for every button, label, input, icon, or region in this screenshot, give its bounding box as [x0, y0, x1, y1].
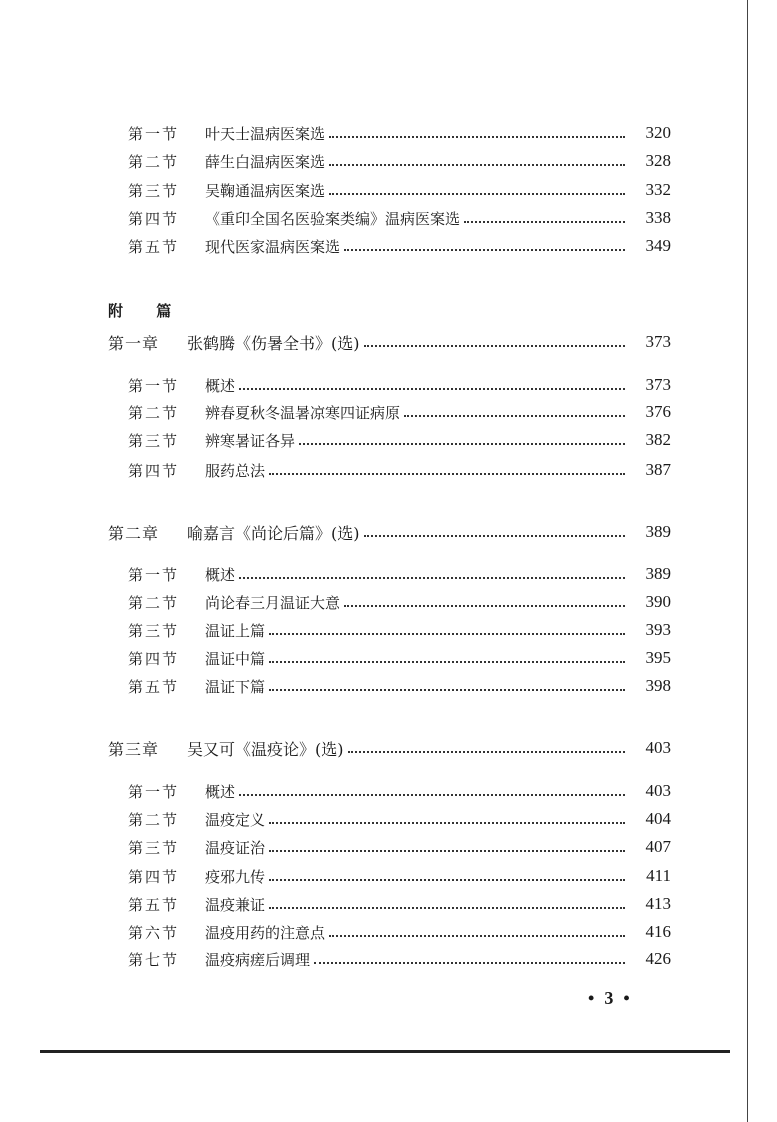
dot-leader	[269, 633, 625, 635]
toc-section-row	[0, 807, 777, 831]
entry-label: 第一节	[128, 376, 180, 395]
entry-title-line	[187, 737, 631, 760]
entry-title-line	[205, 837, 631, 858]
entry-title: 温证中篇	[205, 649, 266, 668]
entry-title-line	[205, 922, 631, 943]
entry-title: 张鹤腾《伤暑全书》(选)	[187, 333, 360, 353]
toc-section-row	[0, 590, 777, 614]
entry-page: 387	[645, 460, 671, 479]
toc-chapter-row	[0, 520, 777, 544]
entry-title: 温疫证治	[205, 838, 266, 857]
entry-label: 第三章	[108, 739, 160, 759]
entry-title: 吴鞠通温病医案选	[205, 181, 326, 200]
toc-section-row	[0, 892, 777, 916]
entry-page: 426	[645, 949, 671, 968]
entry-title: 疫邪九传	[205, 867, 266, 886]
entry-page: 403	[645, 781, 671, 800]
entry-title-line	[187, 331, 631, 354]
entry-title: 尚论春三月温证大意	[205, 593, 341, 612]
bottom-rule	[40, 1050, 730, 1053]
dot-leader	[269, 473, 625, 475]
entry-title-line	[205, 781, 631, 802]
entry-page: 328	[645, 151, 671, 170]
entry-label: 第三节	[128, 838, 180, 857]
toc-section-row	[0, 864, 777, 888]
entry-page: 393	[645, 620, 671, 639]
dot-leader	[344, 249, 625, 251]
toc-section-row	[0, 121, 777, 145]
entry-label: 第二节	[128, 152, 180, 171]
entry-title: 《重印全国名医验案类编》温病医案选	[205, 209, 461, 228]
toc-section-row	[0, 646, 777, 670]
entry-title-line	[205, 151, 631, 172]
toc-section-row	[0, 458, 777, 482]
part-heading: 附 篇	[108, 302, 186, 320]
entry-label: 第三节	[128, 621, 180, 640]
entry-page: 373	[645, 332, 671, 351]
toc-chapter-row	[0, 736, 777, 760]
entry-label: 第二节	[128, 810, 180, 829]
entry-title: 温疫定义	[205, 810, 266, 829]
entry-page: 382	[645, 430, 671, 449]
entry-title: 温证下篇	[205, 677, 266, 696]
entry-title-line	[205, 564, 631, 585]
entry-title: 喻嘉言《尚论后篇》(选)	[187, 523, 360, 543]
entry-title-line	[205, 375, 631, 396]
entry-page: 398	[645, 676, 671, 695]
entry-page: 376	[645, 402, 671, 421]
entry-title-line	[205, 949, 631, 970]
toc-section-row	[0, 947, 777, 971]
entry-title: 温疫用药的注意点	[205, 923, 326, 942]
entry-page: 403	[645, 738, 671, 757]
dot-leader	[314, 962, 625, 964]
entry-title-line	[205, 236, 631, 257]
entry-page: 349	[645, 236, 671, 255]
entry-label: 第一章	[108, 333, 160, 353]
toc-section-row	[0, 149, 777, 173]
dot-leader	[464, 221, 625, 223]
toc-section-row	[0, 920, 777, 944]
toc-section-row	[0, 206, 777, 230]
toc-chapter-row	[0, 330, 777, 354]
toc-section-row	[0, 562, 777, 586]
entry-label: 第一节	[128, 782, 180, 801]
page-number-value: 3	[604, 988, 624, 1008]
entry-title-line	[205, 676, 631, 697]
entry-title-line	[205, 866, 631, 887]
entry-label: 第五节	[128, 895, 180, 914]
toc-section-row	[0, 234, 777, 258]
entry-title: 概述	[205, 782, 236, 801]
dot-leader	[239, 388, 625, 390]
entry-title: 服药总法	[205, 461, 266, 480]
entry-title: 薛生白温病医案选	[205, 152, 326, 171]
entry-title-line	[205, 648, 631, 669]
entry-label: 第二节	[128, 403, 180, 422]
entry-title: 概述	[205, 565, 236, 584]
dot-leader	[344, 605, 625, 607]
entry-label: 第四节	[128, 649, 180, 668]
entry-title: 温疫兼证	[205, 895, 266, 914]
entry-title: 辨寒暑证各异	[205, 431, 296, 450]
dot-leader	[269, 879, 625, 881]
entry-page: 389	[645, 522, 671, 541]
entry-label: 第五节	[128, 677, 180, 696]
dot-leader	[404, 415, 625, 417]
entry-page: 407	[645, 837, 671, 856]
page-number: •3•	[588, 988, 640, 1008]
dot-leader	[269, 907, 625, 909]
entry-page: 320	[645, 123, 671, 142]
entry-title-line	[205, 460, 631, 481]
dot-leader	[329, 193, 625, 195]
entry-page: 332	[645, 180, 671, 199]
entry-title: 现代医家温病医案选	[205, 237, 341, 256]
entry-title: 温疫病瘥后调理	[205, 950, 311, 969]
entry-label: 第一节	[128, 565, 180, 584]
entry-page: 373	[645, 375, 671, 394]
entry-label: 第四节	[128, 209, 180, 228]
entry-label: 第六节	[128, 923, 180, 942]
entry-label: 第一节	[128, 124, 180, 143]
dot-leader	[364, 535, 626, 537]
toc-section-row	[0, 779, 777, 803]
toc-section-row	[0, 674, 777, 698]
entry-page: 395	[645, 648, 671, 667]
entry-label: 第三节	[128, 181, 180, 200]
toc-section-row	[0, 618, 777, 642]
dot-leader	[269, 689, 625, 691]
entry-label: 第二章	[108, 523, 160, 543]
entry-title: 吴又可《温疫论》(选)	[187, 739, 344, 759]
entry-label: 第二节	[128, 593, 180, 612]
entry-title: 叶天士温病医案选	[205, 124, 326, 143]
toc-section-row	[0, 373, 777, 397]
entry-label: 第三节	[128, 431, 180, 450]
dot-leader	[269, 822, 625, 824]
entry-label: 第五节	[128, 237, 180, 256]
entry-page: 404	[645, 809, 671, 828]
entry-title-line	[205, 402, 631, 423]
entry-page: 338	[645, 208, 671, 227]
entry-title: 温证上篇	[205, 621, 266, 640]
entry-title-line	[205, 123, 631, 144]
entry-title-line	[205, 620, 631, 641]
entry-title-line	[205, 592, 631, 613]
toc-section-row	[0, 835, 777, 859]
entry-page: 389	[645, 564, 671, 583]
dot-leader	[364, 345, 626, 347]
dot-leader	[239, 577, 625, 579]
entry-title-line	[205, 208, 631, 229]
entry-label: 第四节	[128, 867, 180, 886]
dot-leader	[329, 935, 625, 937]
toc-section-row	[0, 428, 777, 452]
dot-leader	[348, 751, 626, 753]
toc-section-row	[0, 400, 777, 424]
dot-leader	[329, 164, 625, 166]
entry-title: 概述	[205, 376, 236, 395]
entry-title-line	[205, 430, 631, 451]
page-edge-line	[747, 0, 748, 1122]
entry-title-line	[205, 894, 631, 915]
dot-leader	[239, 794, 625, 796]
entry-label: 第四节	[128, 461, 180, 480]
entry-page: 411	[646, 866, 671, 885]
entry-page: 413	[645, 894, 671, 913]
entry-page: 390	[645, 592, 671, 611]
dot-leader	[299, 443, 625, 445]
entry-title-line	[187, 521, 631, 544]
toc-section-row	[0, 178, 777, 202]
dot-leader	[269, 661, 625, 663]
entry-label: 第七节	[128, 950, 180, 969]
entry-title-line	[205, 809, 631, 830]
entry-title-line	[205, 180, 631, 201]
entry-page: 416	[645, 922, 671, 941]
dot-leader	[329, 136, 625, 138]
entry-title: 辨春夏秋冬温暑凉寒四证病原	[205, 403, 401, 422]
dot-leader	[269, 850, 625, 852]
